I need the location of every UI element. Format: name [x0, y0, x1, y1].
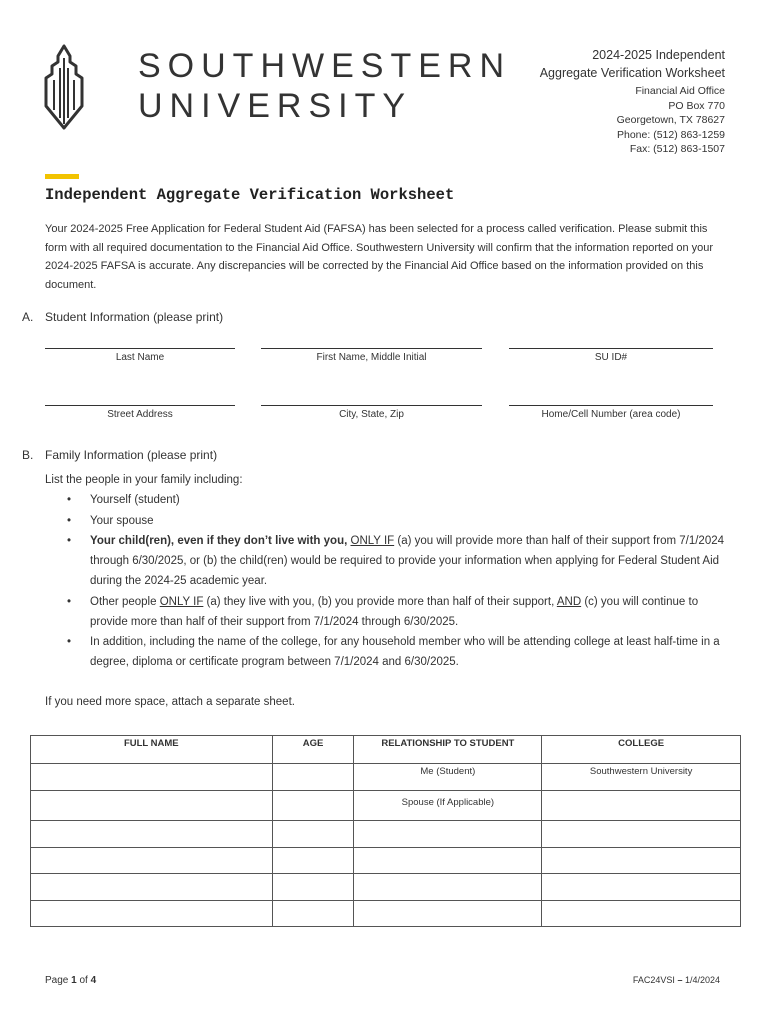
- first-name-field[interactable]: [261, 348, 482, 349]
- family-list-intro: List the people in your family including:: [45, 474, 243, 486]
- bullet-icon: •: [67, 636, 72, 649]
- form-title-line-1: 2024-2025 Independent: [592, 48, 725, 62]
- section-a-letter: A.: [22, 310, 34, 324]
- city-state-zip: Georgetown, TX 78627: [616, 114, 725, 126]
- su-id-label: SU ID#: [594, 352, 628, 363]
- table-row: [31, 847, 741, 874]
- last-name-label: Last Name: [115, 352, 165, 363]
- city-state-zip-label: City, State, Zip: [339, 409, 404, 420]
- list-item: • Yourself (student): [45, 490, 730, 510]
- street-address-field[interactable]: [45, 405, 235, 406]
- col-header-full-name: FULL NAME: [31, 736, 273, 764]
- phone-number-label: Home/Cell Number (area code): [541, 409, 681, 420]
- first-name-label: First Name, Middle Initial: [316, 352, 427, 363]
- full-name-cell[interactable]: [31, 847, 273, 874]
- age-cell[interactable]: [272, 900, 354, 927]
- accent-bar: [45, 174, 79, 179]
- family-members-list: [45, 490, 730, 673]
- relationship-cell[interactable]: Spouse (If Applicable): [354, 790, 542, 821]
- table-row: [31, 790, 741, 821]
- intro-paragraph: Your 2024-2025 Free Application for Federal Student Aid (FAFSA) has been selected for a process called verification. Please submit this form with all required documentation to the Financial Aid Office. Southwestern University will confirm that the information reported on your 2024-2025 FAFSA is accurate. Any discrepancies will be corrected by the Financial Aid Office based on the information provided on this document.: [45, 223, 714, 291]
- header-contact-block: [540, 46, 725, 157]
- col-header-relationship: RELATIONSHIP TO STUDENT: [354, 736, 542, 764]
- list-item: • Your spouse: [45, 511, 730, 531]
- full-name-cell[interactable]: [31, 790, 273, 821]
- relationship-cell[interactable]: [354, 821, 542, 848]
- extra-space-note: If you need more space, attach a separate sheet.: [45, 696, 295, 708]
- age-cell[interactable]: [272, 790, 354, 821]
- section-b-title: Family Information (please print): [45, 448, 218, 462]
- full-name-cell[interactable]: [31, 764, 273, 791]
- college-cell[interactable]: [542, 900, 741, 927]
- family-table: [30, 735, 741, 927]
- bullet-icon: •: [67, 514, 72, 527]
- page-title: Independent Aggregate Verification Worksheet: [45, 186, 455, 204]
- college-cell[interactable]: [542, 790, 741, 821]
- relationship-cell[interactable]: [354, 900, 542, 927]
- relationship-cell[interactable]: Me (Student): [354, 764, 542, 791]
- last-name-field[interactable]: [45, 348, 235, 349]
- bullet-icon: •: [67, 494, 72, 506]
- col-header-age: AGE: [272, 736, 354, 764]
- wordmark-line-2: UNIVERSITY: [138, 87, 413, 125]
- age-cell[interactable]: [272, 821, 354, 848]
- page-number: Page 1 of 4: [45, 975, 97, 986]
- po-box: PO Box 770: [668, 99, 725, 112]
- phone: Phone: (512) 863-1259: [617, 128, 725, 141]
- college-cell[interactable]: Southwestern University: [542, 764, 741, 791]
- university-logo-icon: [42, 44, 86, 130]
- full-name-cell[interactable]: [31, 821, 273, 848]
- list-item: • In addition, including the name of the college, for any household member who will be attending college at least half-time in a degree, diploma or certificate program between 7/1/2024 and 6/30/2025.: [45, 632, 730, 672]
- relationship-cell[interactable]: [354, 874, 542, 901]
- table-row: [31, 900, 741, 927]
- city-state-zip-field[interactable]: [261, 405, 482, 406]
- college-cell[interactable]: [542, 821, 741, 848]
- section-b-letter: B.: [22, 448, 34, 462]
- bullet-icon: •: [67, 535, 72, 548]
- full-name-cell[interactable]: [31, 874, 273, 901]
- list-item: • Your child(ren), even if they don’t live with you, ONLY IF (a) you will provide more than half of their support from 7/1/2024 through 6/30/2025, or (b) the child(ren) would be required to provide your information when applying for Federal Student Aid during the 2024-25 academic year.: [45, 531, 730, 591]
- col-header-college: COLLEGE: [542, 736, 741, 764]
- full-name-cell[interactable]: [31, 900, 273, 927]
- phone-number-field[interactable]: [509, 405, 713, 406]
- age-cell[interactable]: [272, 764, 354, 791]
- table-row: [31, 874, 741, 901]
- form-code: FAC24VSI – 1/4/2024: [632, 975, 720, 985]
- table-row: [31, 821, 741, 848]
- list-item: • Other people ONLY IF (a) they live with you, (b) you provide more than half of their support, AND (c) you will continue to provide more than half of their support from 7/1/2024 through 6/30/2025.: [45, 592, 730, 632]
- college-cell[interactable]: [542, 874, 741, 901]
- form-title-line-2: Aggregate Verification Worksheet: [539, 66, 725, 80]
- office-name: Financial Aid Office: [635, 85, 725, 97]
- bullet-icon: •: [67, 595, 72, 608]
- university-wordmark: [138, 46, 511, 126]
- age-cell[interactable]: [272, 847, 354, 874]
- wordmark-line-1: SOUTHWESTERN: [138, 47, 511, 85]
- college-cell[interactable]: [542, 847, 741, 874]
- street-address-label: Street Address: [107, 409, 173, 420]
- section-a-title: Student Information (please print): [45, 310, 224, 324]
- su-id-field[interactable]: [509, 348, 713, 349]
- fax: Fax: (512) 863-1507: [629, 143, 725, 155]
- relationship-cell[interactable]: [354, 847, 542, 874]
- age-cell[interactable]: [272, 874, 354, 901]
- table-row: [31, 764, 741, 791]
